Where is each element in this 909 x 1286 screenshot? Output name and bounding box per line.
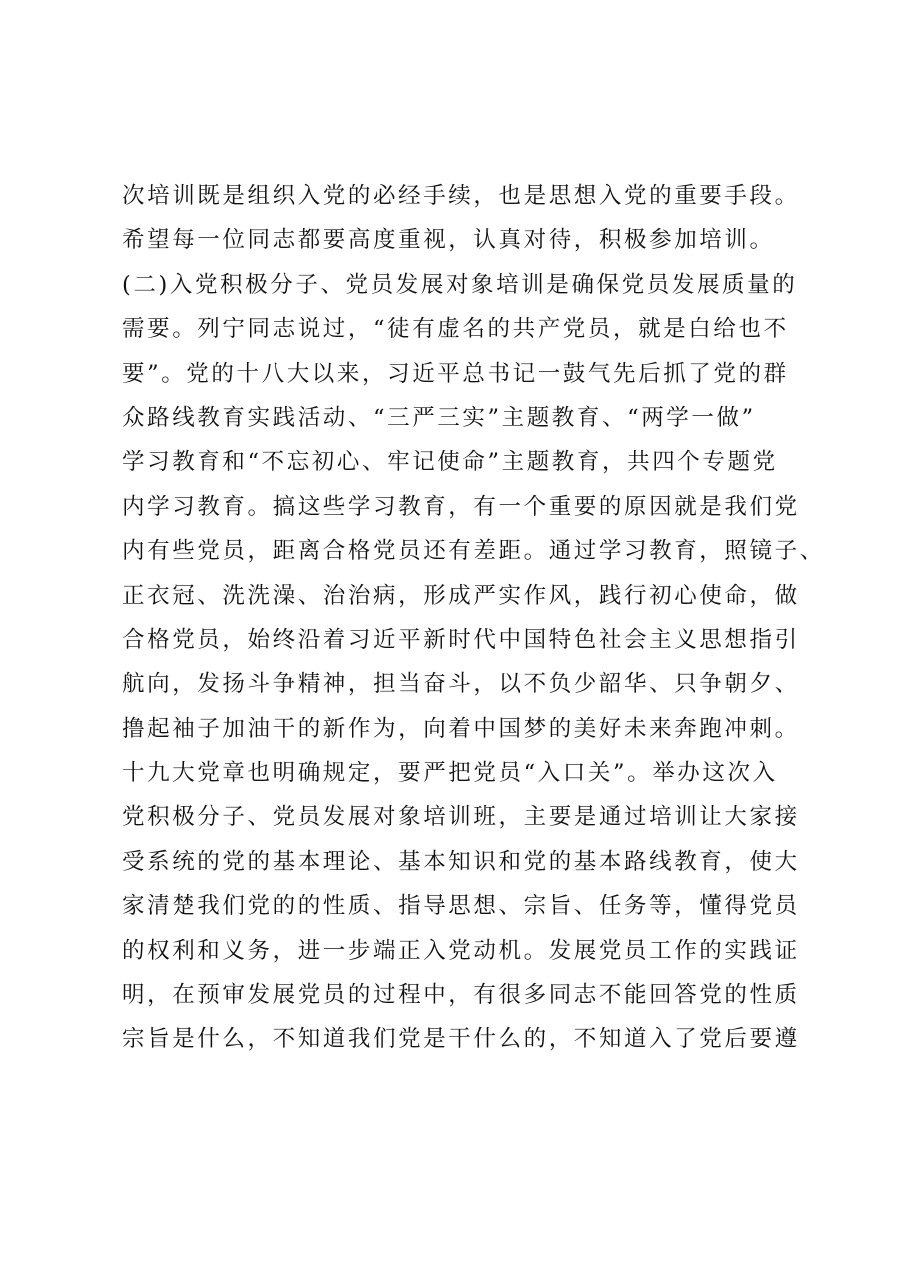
text-line: 十九大党章也明确规定，要严把党员“入口关”。举办这次入 bbox=[122, 760, 778, 787]
text-line: 要”。党的十八大以来，习近平总书记一鼓气先后抓了党的群 bbox=[122, 360, 789, 387]
text-line: 需要。列宁同志说过，“徒有虚名的共产党员，就是白给也不 bbox=[122, 316, 789, 343]
text-line: 合格党员，始终沿着习近平新时代中国特色社会主义思想指引 bbox=[122, 626, 800, 653]
text-line: 党积极分子、党员发展对象培训班，主要是通过培训让大家接 bbox=[122, 804, 800, 831]
text-line: 学习教育和“不忘初心、牢记使命”主题教育，共四个专题党 bbox=[122, 449, 778, 476]
text-line: 次培训既是组织入党的必经手续，也是思想入党的重要手段。 bbox=[122, 183, 800, 209]
text-line: 希望每一位同志都要高度重视，认真对待，积极参加培训。 bbox=[122, 227, 775, 254]
body-text bbox=[122, 174, 825, 1062]
text-line: 撸起袖子加油干的新作为，向着中国梦的美好未来奔跑冲刺。 bbox=[122, 715, 800, 742]
text-line: 正衣冠、洗洗澡、治治病，形成严实作风，践行初心使命，做 bbox=[122, 582, 800, 609]
text-line: 受系统的党的基本理论、基本知识和党的基本路线教育，使大 bbox=[122, 848, 800, 875]
text-line: 明，在预审发展党员的过程中，有很多同志不能回答党的性质 bbox=[122, 982, 800, 1009]
text-line: 宗旨是什么，不知道我们党是干什么的，不知道入了党后要遵 bbox=[122, 1026, 800, 1053]
text-line: 家清楚我们党的的性质、指导思想、宗旨、任务等，懂得党员 bbox=[122, 893, 800, 920]
text-line: (二)入党积极分子、党员发展对象培训是确保党员发展质量的 bbox=[122, 271, 798, 298]
text-line: 的权利和义务，进一步端正入党动机。发展党员工作的实践证 bbox=[122, 937, 800, 964]
text-line: 众路线教育实践活动、“三严三实”主题教育、“两学一做” bbox=[122, 404, 756, 431]
text-line: 内有些党员，距离合格党员还有差距。通过学习教育，照镜子、 bbox=[122, 538, 825, 565]
text-line: 内学习教育。搞这些学习教育，有一个重要的原因就是我们党 bbox=[122, 493, 800, 520]
text-line: 航向，发扬斗争精神，担当奋斗，以不负少韶华、只争朝夕、 bbox=[122, 671, 800, 698]
